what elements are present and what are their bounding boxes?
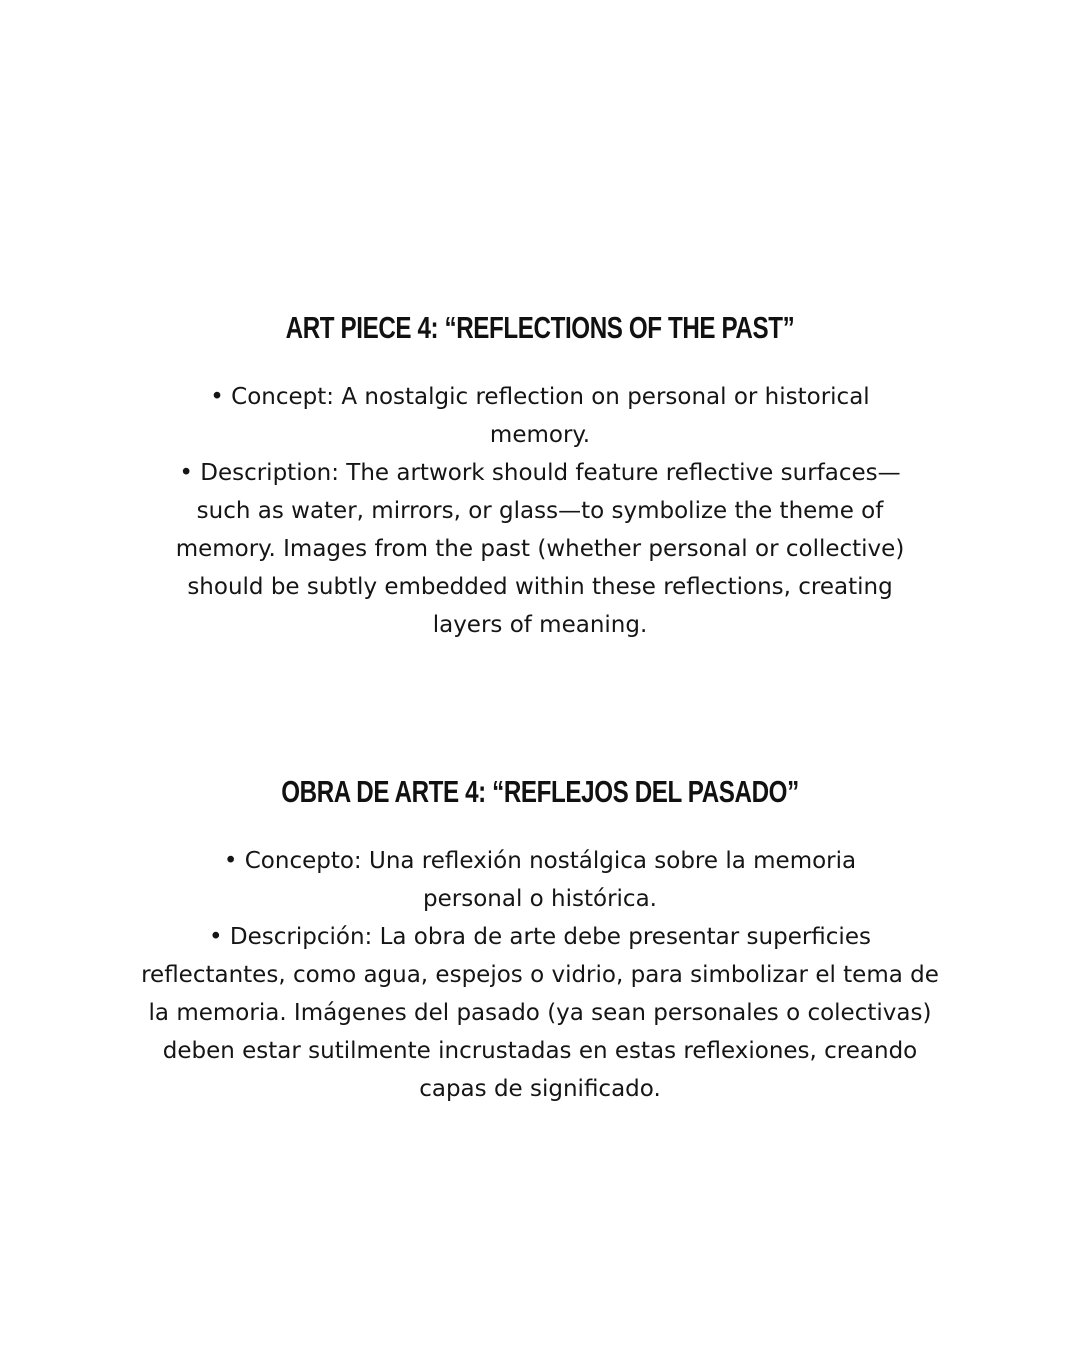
spanish-description: • Descripción: La obra de arte debe presentar superficies reflectantes, como agua, espejos o vidrio, para simbolizar el tema de la memoria. Imágenes del pasado (ya sean personales o colectivas) deben estar sutilmente incrustadas en estas reflexiones, creando capas de significado. xyxy=(141,924,939,1102)
spanish-section xyxy=(140,770,940,1108)
english-section xyxy=(140,306,940,644)
spanish-heading: OBRA DE ARTE 4: “REFLEJOS DEL PASADO” xyxy=(281,774,799,809)
english-description: • Description: The artwork should feature reflective surfaces—such as water, mirrors, or glass—to symbolize the theme of memory. Images from the past (whether personal or collective) should be subtly embedded within these reflections, creating layers of meaning. xyxy=(175,460,905,638)
spanish-body xyxy=(140,842,940,1108)
english-concept: • Concept: A nostalgic reflection on personal or historical memory. xyxy=(210,384,870,448)
english-heading: ART PIECE 4: “REFLECTIONS OF THE PAST” xyxy=(285,310,795,345)
spanish-concept: • Concepto: Una reflexión nostálgica sobre la memoria personal o histórica. xyxy=(223,848,857,912)
english-body xyxy=(140,378,940,644)
